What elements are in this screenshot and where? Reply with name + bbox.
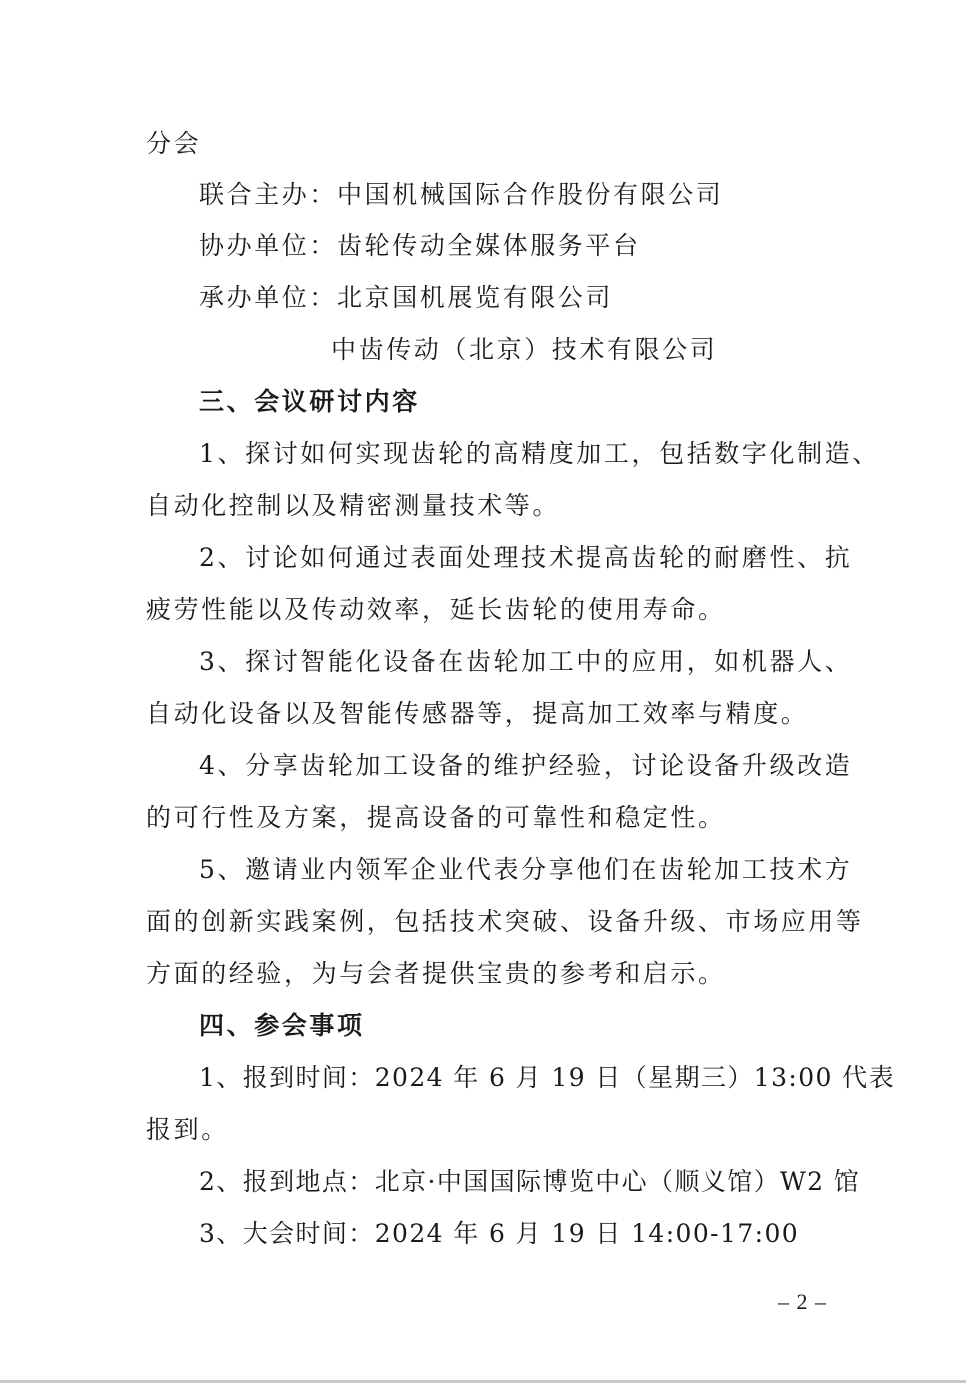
host-unit-line: 承办单位：北京国机展览有限公司 <box>199 283 614 312</box>
section-heading-3: 三、会议研讨内容 <box>199 387 420 416</box>
page-number: – 2 – <box>778 1289 827 1314</box>
paragraph-line: 3、探讨智能化设备在齿轮加工中的应用，如机器人、 <box>199 647 853 676</box>
section-heading-4: 四、参会事项 <box>199 1011 365 1040</box>
paragraph-line: 4、分享齿轮加工设备的维护经验，讨论设备升级改造 <box>199 751 853 780</box>
registration-location-line: 2、报到地点：北京·中国国际博览中心（顺义馆）W2 馆 <box>199 1167 861 1196</box>
registration-time-line-2: 报到。 <box>146 1115 229 1144</box>
co-organizer-line: 协办单位：齿轮传动全媒体服务平台 <box>199 231 641 260</box>
text-line: 分会 <box>146 129 202 158</box>
paragraph-line: 自动化设备以及智能传感器等，提高加工效率与精度。 <box>146 699 809 728</box>
host-unit-line-2: 中齿传动（北京）技术有限公司 <box>331 335 718 364</box>
paragraph-line: 1、探讨如何实现齿轮的高精度加工，包括数字化制造、 <box>199 439 880 468</box>
registration-time-line: 1、报到时间：2024 年 6 月 19 日（星期三）13:00 代表 <box>199 1063 895 1092</box>
conference-time-line: 3、大会时间：2024 年 6 月 19 日 14:00-17:00 <box>199 1219 800 1248</box>
paragraph-line: 面的创新实践案例，包括技术突破、设备升级、市场应用等 <box>146 907 864 936</box>
paragraph-line: 2、讨论如何通过表面处理技术提高齿轮的耐磨性、抗 <box>199 543 853 572</box>
bottom-divider <box>0 1380 966 1383</box>
paragraph-line: 5、邀请业内领军企业代表分享他们在齿轮加工技术方 <box>199 855 853 884</box>
organizer-line: 联合主办：中国机械国际合作股份有限公司 <box>199 180 724 209</box>
paragraph-line: 疲劳性能以及传动效率，延长齿轮的使用寿命。 <box>146 595 726 624</box>
paragraph-line: 的可行性及方案，提高设备的可靠性和稳定性。 <box>146 803 726 832</box>
paragraph-line: 自动化控制以及精密测量技术等。 <box>146 491 561 520</box>
paragraph-line: 方面的经验，为与会者提供宝贵的参考和启示。 <box>146 959 726 988</box>
